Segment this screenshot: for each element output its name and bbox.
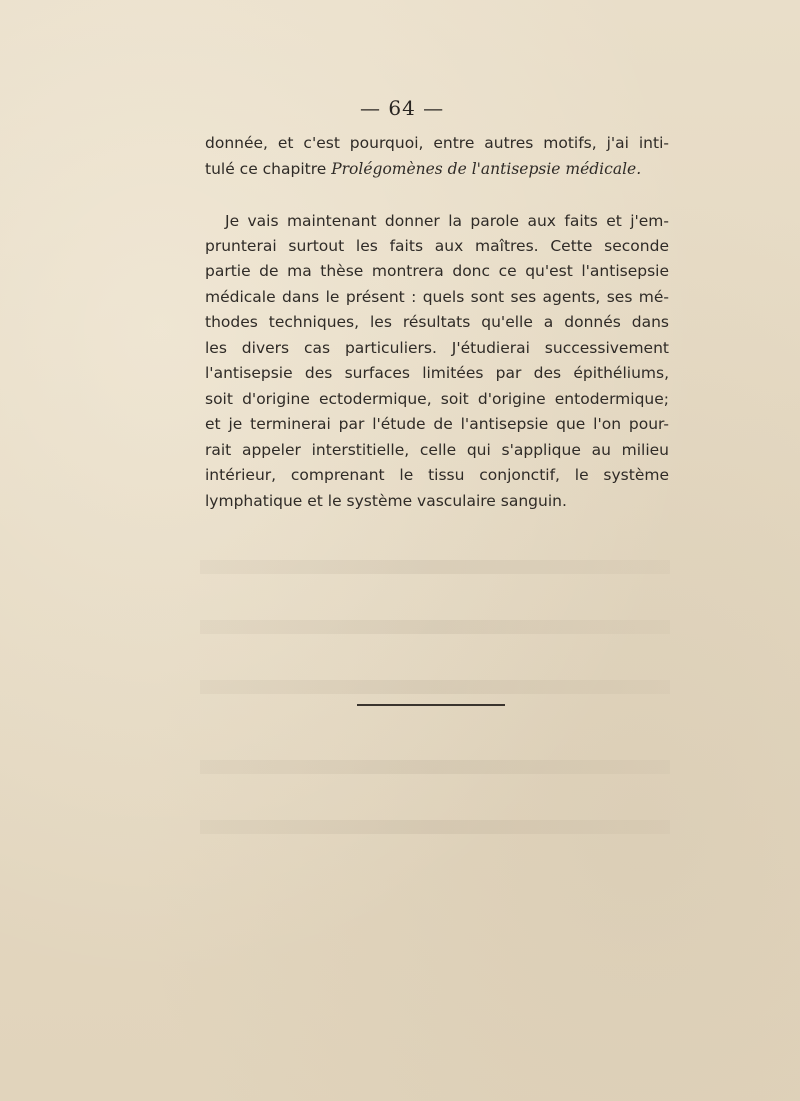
text-line-prefix: tulé ce chapitre [205, 160, 332, 178]
text-line: l'antisepsie des surfaces limitées par des épithéliums, [205, 364, 669, 382]
section-end-rule [357, 704, 505, 706]
bleed-through-shadow [200, 680, 670, 694]
text-line: les divers cas particuliers. J'étudierai successivement [205, 339, 669, 357]
text-line: rait appeler interstitielle, celle qui s'applique au milieu [205, 441, 669, 459]
bleed-through-shadow [200, 760, 670, 774]
text-line: médicale dans le présent : quels sont ses agents, ses mé- [205, 288, 669, 306]
text-line: lymphatique et le système vasculaire sanguin. [205, 492, 567, 510]
text-line: intérieur, comprenant le tissu conjonctif, le système [205, 466, 669, 484]
text-line: donnée, et c'est pourquoi, entre autres motifs, j'ai inti- [205, 134, 669, 152]
bleed-through-shadow [200, 820, 670, 834]
text-line: partie de ma thèse montrera donc ce qu'est l'antisepsie [205, 262, 669, 280]
bleed-through-shadow [200, 560, 670, 574]
text-line [205, 158, 669, 180]
text-line: soit d'origine ectodermique, soit d'origine entodermique; [205, 390, 669, 408]
page-number: — 64 — [360, 96, 445, 120]
text-line: prunterai surtout les faits aux maîtres. Cette seconde [205, 237, 669, 255]
text-line: Je vais maintenant donner la parole aux faits et j'em- [225, 212, 669, 230]
bleed-through-shadow [200, 620, 670, 634]
text-line: thodes techniques, les résultats qu'elle a donnés dans [205, 313, 669, 331]
chapter-title-italic: Prolégomènes de l'antisepsie médicale. [331, 160, 642, 178]
text-line: et je terminerai par l'étude de l'antisepsie que l'on pour- [205, 415, 669, 433]
